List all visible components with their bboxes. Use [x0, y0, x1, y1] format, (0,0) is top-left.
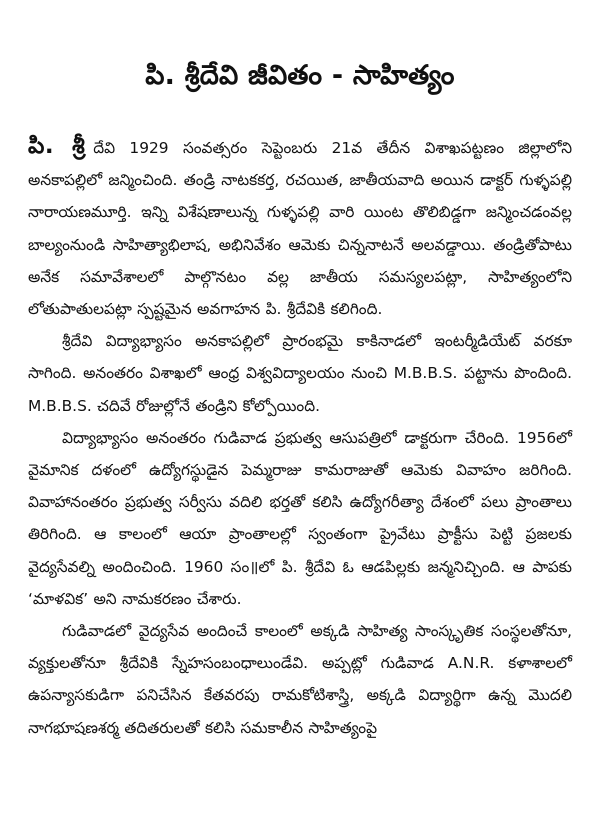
drop-cap-initial: పి. శ్రీ: [28, 133, 86, 159]
paragraph-3: విద్యాభ్యాసం అనంతరం గుడివాడ ప్రభుత్వ ఆసుపత్రిలో డాక్టరుగా చేరింది. 1956లో వైమానిక దళంలో ఉద్యోగస్థుడైన పెమ్మరాజు కామరాజుతో ఆమెకు వివాహం జరిగింది. వివాహానంతరం ప్రభుత్వ సర్వీసు వదిలి భర్తతో కలిసి ఉద్యోగరీత్యా దేశంలో పలు ప్రాంతాలు తిరిగింది. ఆ కాలంలో ఆయా ప్రాంతాలల్లో స్వంతంగా ప్రైవేటు ప్రాక్టీసు పెట్టి ప్రజలకు వైద్యసేవల్ని అందించింది. 1960 సం॥లో పి. శ్రీదేవి ఓ ఆడపిల్లకు జన్మనిచ్చింది. ఆ పాపకు ‘మాళవిక’ అని నామకరణం చేశారు.: [28, 428, 572, 608]
paragraph-1-text: దేవి 1929 సంవత్సరం సెప్టెంబరు 21వ తేదీన విశాఖపట్టణం జిల్లాలోని అనకాపల్లిలో జన్మించింది. తండ్రి నాటకకర్త, రచయిత, జాతీయవాది అయిన డాక్టర్ గుళ్ళపల్లి నారాయణమూర్తి. ఇన్ని విశేషణాలున్న గుళ్ళపల్లి వారి యింట తొలిబిడ్డగా జన్మించడంవల్ల బాల్యంనుండి సాహిత్యాభిలాష, అభినివేశం ఆమెకు చిన్ననాటనే అలవడ్డాయి. తండ్రితోపాటు అనేక సమావేశాలలో పాల్గొనటం వల్ల జాతీయ సమస్యలపట్లా, సాహిత్యంలోని లోతుపాతులపట్లా స్పష్టమైన అవగాహన పి. శ్రీదేవికి కలిగింది.: [28, 139, 572, 319]
paragraph-2: శ్రీదేవి విద్యాభ్యాసం అనకాపల్లిలో ప్రారంభమై కాకినాడలో ఇంటర్మీడియేట్ వరకూ సాగింది. అనంతరం విశాఖలో ఆంధ్ర విశ్వవిద్యాలయం నుంచి M.B.B.S. పట్టాను పొందింది. M.B.B.S. చదివే రోజుల్లోనే తండ్రిని కోల్పోయింది.: [28, 332, 572, 415]
body-text: [28, 130, 572, 744]
paragraph-1: [28, 130, 572, 325]
page-title: పి. శ్రీదేవి జీవితం - సాహిత్యం: [145, 60, 455, 91]
paragraph-4: గుడివాడలో వైద్యసేవ అందించే కాలంలో అక్కడి సాహిత్య సాంస్కృతిక సంస్థలతోనూ, వ్యక్తులతోనూ శ్రీదేవికి స్నేహసంబంధాలుండేవి. అప్పట్లో గుడివాడ A.N.R. కళాశాలలో ఉపన్యాసకుడిగా పనిచేసిన కేతవరపు రామకోటిశాస్త్రి, అక్కడి విద్యార్థిగా ఉన్న మొదలి నాగభూషణశర్మ తదితరులతో కలిసి సమకాలీన సాహిత్యంపై: [28, 622, 572, 737]
